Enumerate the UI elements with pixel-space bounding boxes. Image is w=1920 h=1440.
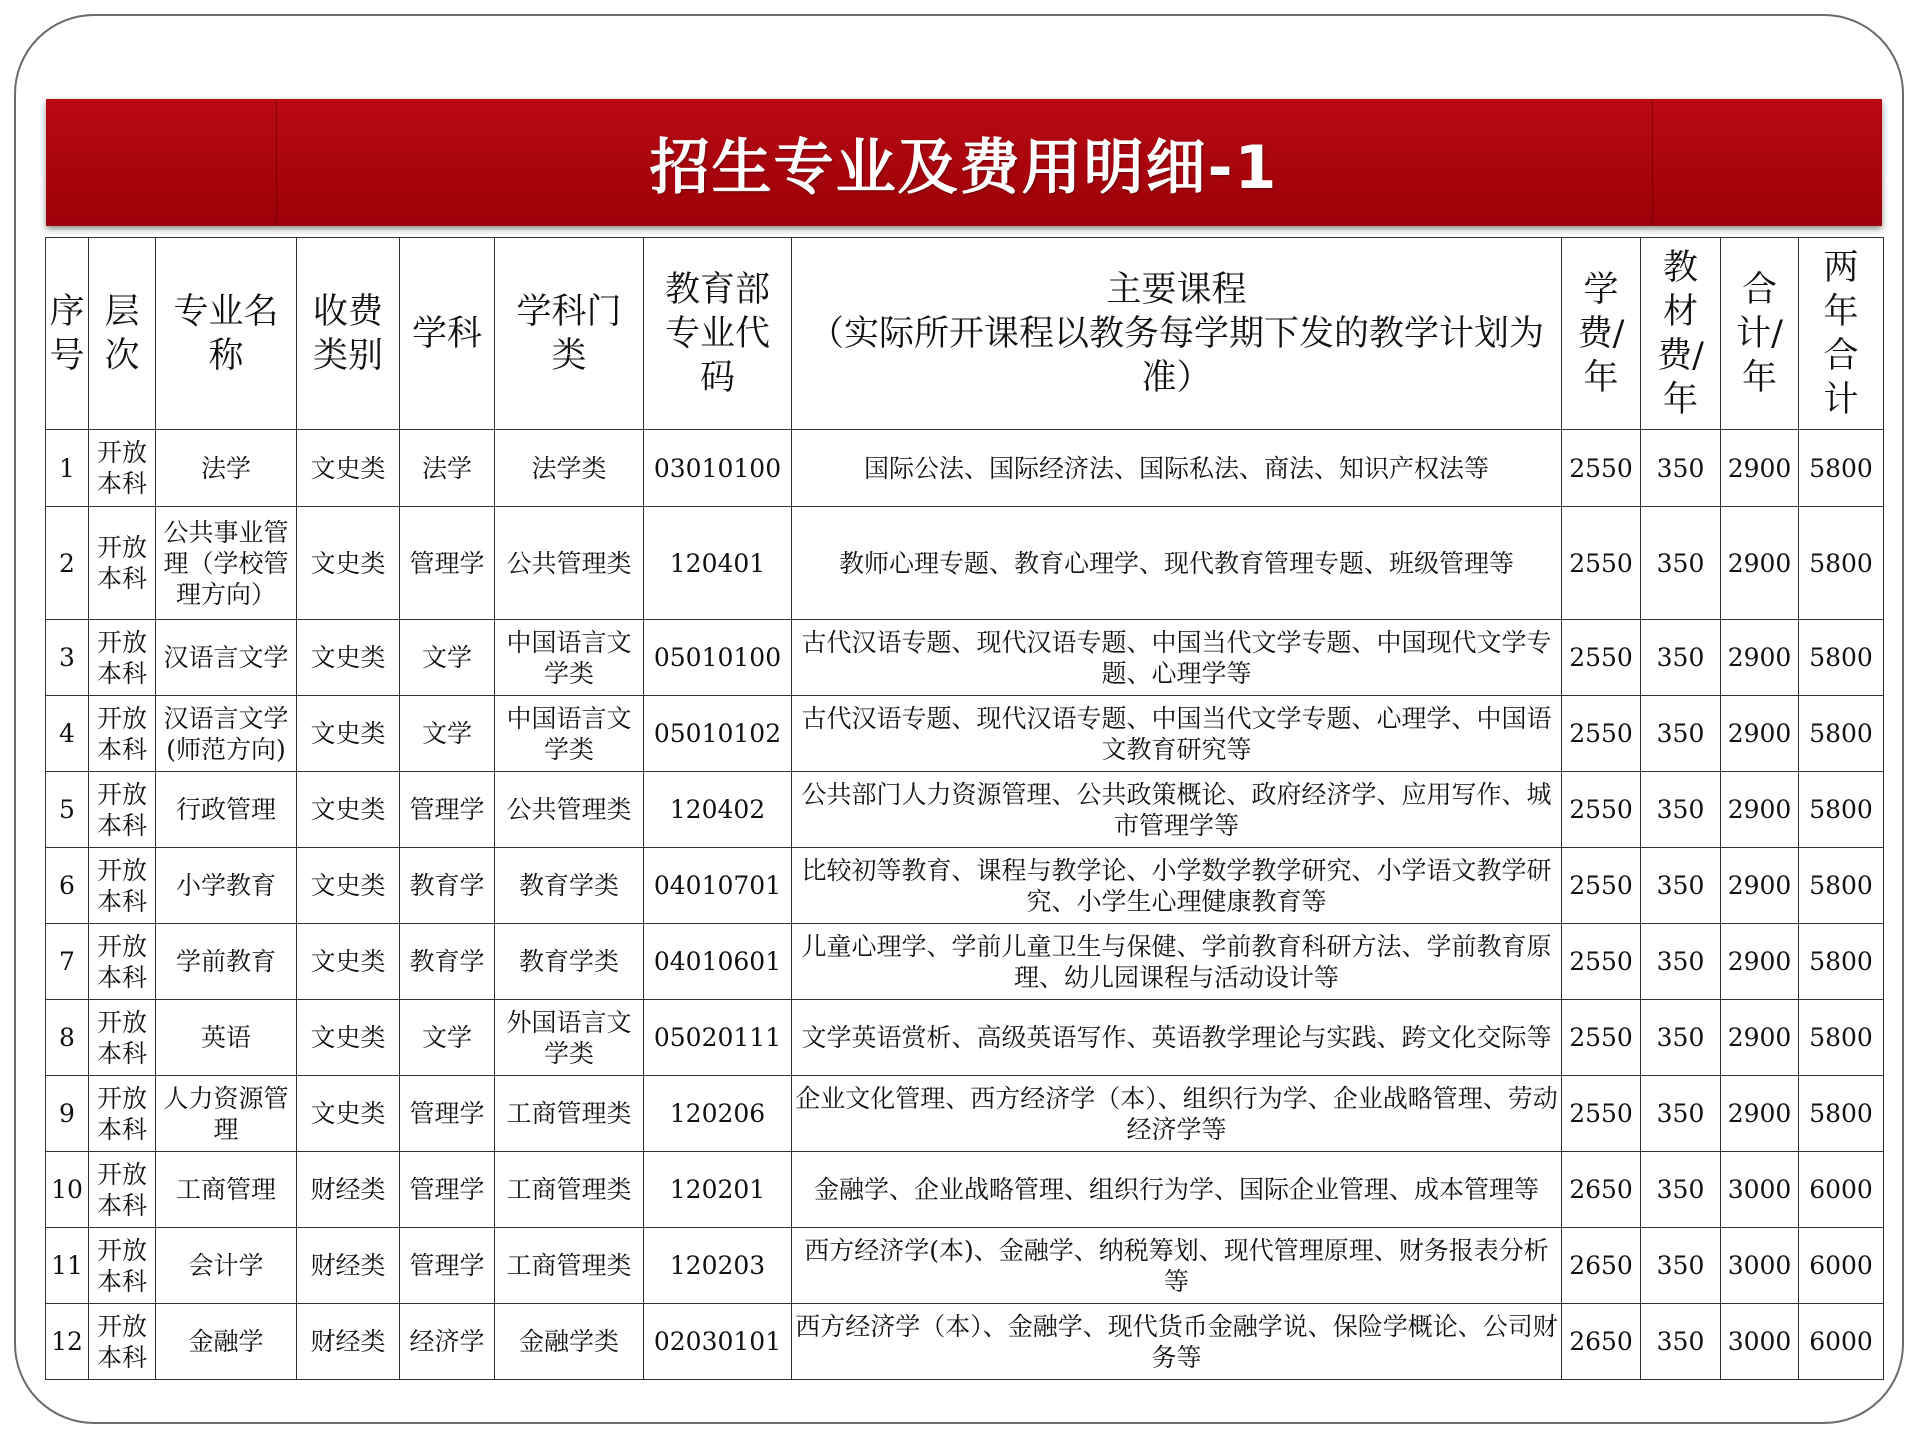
cell-two-year: 5800 <box>1799 620 1884 696</box>
cell-fee-type: 文史类 <box>297 924 400 1000</box>
cell-tuition: 2550 <box>1562 507 1641 620</box>
cell-books: 350 <box>1641 772 1721 848</box>
cell-books: 350 <box>1641 507 1721 620</box>
cell-courses: 教师心理专题、教育心理学、现代教育管理专题、班级管理等 <box>792 507 1562 620</box>
cell-courses: 公共部门人力资源管理、公共政策概论、政府经济学、应用写作、城市管理学等 <box>792 772 1562 848</box>
cell-seq: 12 <box>46 1304 89 1380</box>
table-row <box>46 1228 1884 1304</box>
cell-courses: 金融学、企业战略管理、组织行为学、国际企业管理、成本管理等 <box>792 1152 1562 1228</box>
cell-discipline: 法学 <box>400 430 495 507</box>
cell-total: 2900 <box>1721 848 1799 924</box>
cell-discipline: 管理学 <box>400 772 495 848</box>
cell-category: 法学类 <box>495 430 644 507</box>
table-row <box>46 696 1884 772</box>
cell-two-year: 5800 <box>1799 1076 1884 1152</box>
cell-books: 350 <box>1641 696 1721 772</box>
cell-books: 350 <box>1641 620 1721 696</box>
cell-code: 02030101 <box>644 1304 792 1380</box>
cell-discipline: 文学 <box>400 620 495 696</box>
cell-fee-type: 文史类 <box>297 507 400 620</box>
cell-books: 350 <box>1641 1000 1721 1076</box>
cell-level: 开放本科 <box>89 1228 156 1304</box>
header-seq: 序号 <box>46 238 89 430</box>
table-row <box>46 430 1884 507</box>
cell-courses: 西方经济学（本）、金融学、现代货币金融学说、保险学概论、公司财务等 <box>792 1304 1562 1380</box>
cell-discipline: 文学 <box>400 696 495 772</box>
cell-code: 05010102 <box>644 696 792 772</box>
header-category: 学科门类 <box>495 238 644 430</box>
cell-seq: 7 <box>46 924 89 1000</box>
cell-code: 120401 <box>644 507 792 620</box>
cell-major: 公共事业管理（学校管理方向） <box>156 507 297 620</box>
cell-discipline: 文学 <box>400 1000 495 1076</box>
table-row <box>46 1152 1884 1228</box>
cell-major: 英语 <box>156 1000 297 1076</box>
header-books: 教材费/年 <box>1641 238 1721 430</box>
cell-seq: 2 <box>46 507 89 620</box>
cell-courses: 儿童心理学、学前儿童卫生与保健、学前教育科研方法、学前教育原理、幼儿园课程与活动设计等 <box>792 924 1562 1000</box>
banner-divider <box>1652 99 1653 226</box>
cell-level: 开放本科 <box>89 1076 156 1152</box>
cell-tuition: 2650 <box>1562 1228 1641 1304</box>
cell-courses: 西方经济学(本)、金融学、纳税筹划、现代管理原理、财务报表分析等 <box>792 1228 1562 1304</box>
cell-two-year: 6000 <box>1799 1228 1884 1304</box>
cell-category: 外国语言文学类 <box>495 1000 644 1076</box>
cell-fee-type: 财经类 <box>297 1228 400 1304</box>
banner-divider <box>276 99 277 226</box>
cell-major: 法学 <box>156 430 297 507</box>
cell-category: 中国语言文学类 <box>495 620 644 696</box>
table-row <box>46 1304 1884 1380</box>
header-major: 专业名称 <box>156 238 297 430</box>
header-level: 层次 <box>89 238 156 430</box>
cell-seq: 1 <box>46 430 89 507</box>
table-header-row <box>46 238 1884 430</box>
cell-major: 行政管理 <box>156 772 297 848</box>
header-two-year: 两年合计 <box>1799 238 1884 430</box>
cell-seq: 5 <box>46 772 89 848</box>
cell-seq: 6 <box>46 848 89 924</box>
cell-fee-type: 文史类 <box>297 848 400 924</box>
cell-discipline: 教育学 <box>400 924 495 1000</box>
cell-books: 350 <box>1641 430 1721 507</box>
cell-major: 汉语言文学 <box>156 620 297 696</box>
cell-discipline: 管理学 <box>400 1076 495 1152</box>
table-row <box>46 772 1884 848</box>
cell-discipline: 经济学 <box>400 1304 495 1380</box>
cell-category: 教育学类 <box>495 848 644 924</box>
cell-fee-type: 文史类 <box>297 620 400 696</box>
cell-books: 350 <box>1641 1304 1721 1380</box>
cell-seq: 4 <box>46 696 89 772</box>
cell-discipline: 教育学 <box>400 848 495 924</box>
cell-fee-type: 文史类 <box>297 1076 400 1152</box>
cell-tuition: 2550 <box>1562 924 1641 1000</box>
header-courses-title: 主要课程 <box>1106 269 1247 310</box>
table-row <box>46 924 1884 1000</box>
cell-total: 2900 <box>1721 696 1799 772</box>
cell-tuition: 2550 <box>1562 430 1641 507</box>
cell-discipline: 管理学 <box>400 1228 495 1304</box>
cell-fee-type: 财经类 <box>297 1304 400 1380</box>
cell-level: 开放本科 <box>89 848 156 924</box>
cell-tuition: 2650 <box>1562 1304 1641 1380</box>
cell-major: 汉语言文学(师范方向) <box>156 696 297 772</box>
cell-code: 120203 <box>644 1228 792 1304</box>
cell-courses: 企业文化管理、西方经济学（本）、组织行为学、企业战略管理、劳动经济学等 <box>792 1076 1562 1152</box>
cell-total: 2900 <box>1721 620 1799 696</box>
cell-two-year: 5800 <box>1799 772 1884 848</box>
cell-code: 120402 <box>644 772 792 848</box>
header-courses-note: （实际所开课程以教务每学期下发的教学计划为准） <box>808 313 1544 398</box>
cell-level: 开放本科 <box>89 696 156 772</box>
cell-code: 05010100 <box>644 620 792 696</box>
cell-code: 05020111 <box>644 1000 792 1076</box>
cell-total: 2900 <box>1721 430 1799 507</box>
cell-two-year: 5800 <box>1799 1000 1884 1076</box>
cell-tuition: 2550 <box>1562 620 1641 696</box>
cell-tuition: 2550 <box>1562 848 1641 924</box>
cell-level: 开放本科 <box>89 507 156 620</box>
cell-courses: 古代汉语专题、现代汉语专题、中国当代文学专题、中国现代文学专题、心理学等 <box>792 620 1562 696</box>
cell-category: 金融学类 <box>495 1304 644 1380</box>
cell-total: 2900 <box>1721 507 1799 620</box>
cell-code: 120201 <box>644 1152 792 1228</box>
cell-two-year: 5800 <box>1799 507 1884 620</box>
table-row <box>46 848 1884 924</box>
cell-courses: 古代汉语专题、现代汉语专题、中国当代文学专题、心理学、中国语文教育研究等 <box>792 696 1562 772</box>
cell-category: 公共管理类 <box>495 507 644 620</box>
cell-code: 120206 <box>644 1076 792 1152</box>
cell-level: 开放本科 <box>89 1152 156 1228</box>
cell-courses: 国际公法、国际经济法、国际私法、商法、知识产权法等 <box>792 430 1562 507</box>
header-courses <box>792 238 1562 430</box>
cell-courses: 比较初等教育、课程与教学论、小学数学教学研究、小学语文教学研究、小学生心理健康教育等 <box>792 848 1562 924</box>
table-row <box>46 1076 1884 1152</box>
cell-major: 学前教育 <box>156 924 297 1000</box>
cell-major: 会计学 <box>156 1228 297 1304</box>
cell-category: 工商管理类 <box>495 1152 644 1228</box>
cell-level: 开放本科 <box>89 772 156 848</box>
table-row <box>46 620 1884 696</box>
cell-two-year: 6000 <box>1799 1152 1884 1228</box>
cell-discipline: 管理学 <box>400 507 495 620</box>
cell-books: 350 <box>1641 848 1721 924</box>
cell-two-year: 5800 <box>1799 430 1884 507</box>
header-code: 教育部专业代码 <box>644 238 792 430</box>
cell-two-year: 5800 <box>1799 696 1884 772</box>
table-row <box>46 507 1884 620</box>
cell-fee-type: 文史类 <box>297 696 400 772</box>
cell-two-year: 5800 <box>1799 848 1884 924</box>
cell-tuition: 2550 <box>1562 1000 1641 1076</box>
cell-total: 3000 <box>1721 1304 1799 1380</box>
cell-major: 小学教育 <box>156 848 297 924</box>
cell-category: 工商管理类 <box>495 1228 644 1304</box>
cell-category: 教育学类 <box>495 924 644 1000</box>
cell-code: 03010100 <box>644 430 792 507</box>
header-discipline: 学科 <box>400 238 495 430</box>
cell-seq: 3 <box>46 620 89 696</box>
cell-books: 350 <box>1641 1228 1721 1304</box>
cell-seq: 9 <box>46 1076 89 1152</box>
cell-tuition: 2550 <box>1562 1076 1641 1152</box>
cell-fee-type: 财经类 <box>297 1152 400 1228</box>
cell-tuition: 2550 <box>1562 696 1641 772</box>
cell-code: 04010701 <box>644 848 792 924</box>
cell-fee-type: 文史类 <box>297 772 400 848</box>
cell-major: 金融学 <box>156 1304 297 1380</box>
cell-seq: 11 <box>46 1228 89 1304</box>
cell-books: 350 <box>1641 1076 1721 1152</box>
cell-fee-type: 文史类 <box>297 430 400 507</box>
cell-total: 2900 <box>1721 924 1799 1000</box>
cell-seq: 10 <box>46 1152 89 1228</box>
cell-total: 3000 <box>1721 1152 1799 1228</box>
cell-total: 2900 <box>1721 1000 1799 1076</box>
cell-books: 350 <box>1641 924 1721 1000</box>
cell-level: 开放本科 <box>89 924 156 1000</box>
table-row <box>46 1000 1884 1076</box>
cell-level: 开放本科 <box>89 1304 156 1380</box>
cell-code: 04010601 <box>644 924 792 1000</box>
cell-major: 人力资源管理 <box>156 1076 297 1152</box>
title-banner <box>46 99 1882 226</box>
cell-level: 开放本科 <box>89 620 156 696</box>
cell-major: 工商管理 <box>156 1152 297 1228</box>
header-fee-type: 收费类别 <box>297 238 400 430</box>
cell-two-year: 5800 <box>1799 924 1884 1000</box>
cell-total: 2900 <box>1721 1076 1799 1152</box>
cell-category: 公共管理类 <box>495 772 644 848</box>
cell-category: 工商管理类 <box>495 1076 644 1152</box>
cell-books: 350 <box>1641 1152 1721 1228</box>
page-title: 招生专业及费用明细-1 <box>649 132 1279 203</box>
cell-level: 开放本科 <box>89 430 156 507</box>
fee-table <box>45 237 1884 1380</box>
cell-seq: 8 <box>46 1000 89 1076</box>
cell-category: 中国语言文学类 <box>495 696 644 772</box>
cell-total: 2900 <box>1721 772 1799 848</box>
cell-fee-type: 文史类 <box>297 1000 400 1076</box>
cell-discipline: 管理学 <box>400 1152 495 1228</box>
cell-two-year: 6000 <box>1799 1304 1884 1380</box>
cell-level: 开放本科 <box>89 1000 156 1076</box>
cell-total: 3000 <box>1721 1228 1799 1304</box>
cell-tuition: 2650 <box>1562 1152 1641 1228</box>
cell-tuition: 2550 <box>1562 772 1641 848</box>
cell-courses: 文学英语赏析、高级英语写作、英语教学理论与实践、跨文化交际等 <box>792 1000 1562 1076</box>
header-tuition: 学费/年 <box>1562 238 1641 430</box>
header-total: 合计/年 <box>1721 238 1799 430</box>
